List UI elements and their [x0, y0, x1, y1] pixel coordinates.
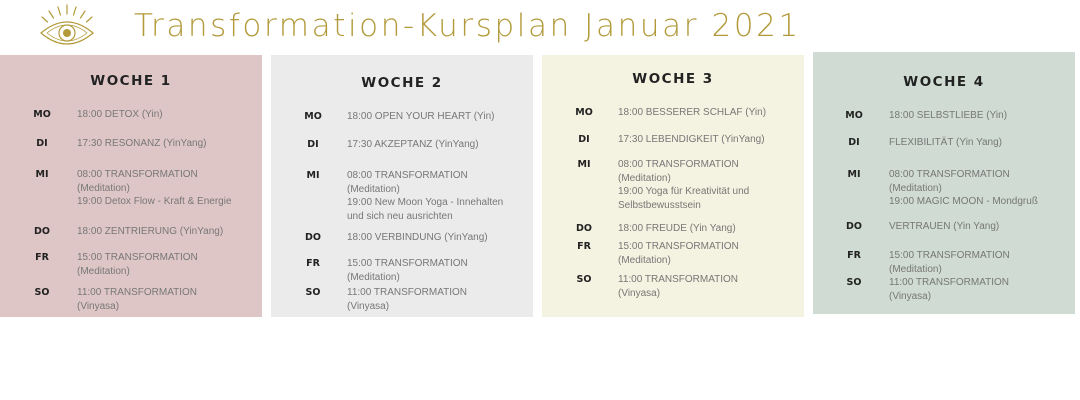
day-label: FR [35, 252, 49, 263]
class-line: 08:00 TRANSFORMATION [77, 169, 198, 180]
class-line: 17:30 RESONANZ (YinYang) [77, 138, 207, 149]
class-line: FLEXIBILITÄT (Yin Yang) [889, 137, 1003, 148]
class-entry [889, 276, 1009, 303]
class-line: 15:00 TRANSFORMATION [889, 250, 1010, 261]
class-line: (Meditation) [618, 254, 671, 266]
class-entry [889, 249, 1010, 276]
class-entry [618, 133, 765, 147]
class-line: 15:00 TRANSFORMATION [618, 241, 739, 252]
day-label: DI [578, 134, 590, 145]
class-line: 19:00 New Moon Yoga - Innehalten [347, 197, 504, 208]
day-label: SO [846, 277, 862, 288]
class-line: 18:00 VERBINDUNG (YinYang) [347, 232, 488, 243]
class-line: (Vinyasa) [618, 287, 661, 299]
class-entry [347, 257, 468, 284]
day-label: FR [577, 241, 591, 252]
class-line: 19:00 MAGIC MOON - Mondgruß [889, 196, 1038, 207]
week-column-3 [542, 55, 804, 317]
week-column-2 [271, 55, 533, 317]
day-label: DI [36, 138, 48, 149]
class-line: (Vinyasa) [77, 300, 120, 312]
class-entry [347, 169, 503, 223]
class-entry [618, 158, 749, 212]
class-line: 11:00 TRANSFORMATION [889, 277, 1010, 288]
day-label: DO [34, 226, 50, 237]
day-label: MO [33, 109, 51, 120]
day-label: MO [575, 107, 593, 118]
class-line: 18:00 FREUDE (Yin Yang) [618, 223, 736, 234]
class-line: 19:00 Detox Flow - Kraft & Energie [77, 196, 232, 207]
week-title: WOCHE 4 [903, 74, 985, 90]
class-entry [347, 231, 488, 245]
day-label: MO [304, 111, 322, 122]
class-entry [77, 286, 197, 313]
page-title: Transformation-Kursplan Januar 2021 [134, 8, 801, 44]
class-entry [347, 286, 467, 313]
day-label: SO [305, 287, 321, 298]
day-label: DO [846, 221, 862, 232]
class-entry [77, 137, 207, 151]
class-line: 17:30 LEBENDIGKEIT (YinYang) [618, 134, 765, 145]
week-column-4 [813, 52, 1075, 314]
class-entry [347, 110, 494, 124]
class-line: (Meditation) [347, 271, 400, 283]
class-line: Selbstbewusstsein [618, 199, 701, 211]
class-line: und sich neu ausrichten [347, 210, 453, 222]
class-line: 18:00 OPEN YOUR HEART (Yin) [347, 111, 495, 122]
class-entry [889, 109, 1007, 123]
day-label: DI [848, 137, 860, 148]
week-column-1 [0, 55, 262, 317]
week-title: WOCHE 1 [90, 73, 172, 89]
day-label: DO [305, 232, 321, 243]
class-line: (Meditation) [347, 183, 400, 195]
class-line: (Vinyasa) [889, 290, 932, 302]
class-line: 19:00 Yoga für Kreativität und [618, 186, 750, 197]
day-label: FR [306, 258, 320, 269]
class-entry [618, 273, 738, 300]
class-entry [77, 225, 223, 239]
class-line: 15:00 TRANSFORMATION [347, 258, 468, 269]
class-entry [347, 138, 479, 152]
day-label: MO [845, 110, 863, 121]
class-line: (Vinyasa) [347, 300, 390, 312]
class-line: (Meditation) [618, 172, 671, 184]
class-entry [77, 251, 198, 278]
class-line: 18:00 ZENTRIERUNG (YinYang) [77, 226, 224, 237]
class-line: 17:30 AKZEPTANZ (YinYang) [347, 139, 479, 150]
day-label: SO [34, 287, 50, 298]
week-title: WOCHE 3 [632, 71, 714, 87]
week-title: WOCHE 2 [361, 75, 443, 91]
day-label: MI [577, 159, 591, 170]
class-line: 08:00 TRANSFORMATION [347, 170, 468, 181]
class-line: 18:00 BESSERER SCHLAF (Yin) [618, 107, 767, 118]
day-label: DO [576, 223, 592, 234]
class-line: 11:00 TRANSFORMATION [618, 274, 739, 285]
class-line: 18:00 DETOX (Yin) [77, 109, 163, 120]
day-label: MI [35, 169, 49, 180]
day-label: SO [576, 274, 592, 285]
class-entry [618, 240, 739, 267]
class-line: (Meditation) [77, 265, 130, 277]
class-line: 08:00 TRANSFORMATION [618, 159, 739, 170]
day-label: MI [306, 170, 320, 181]
day-label: MI [847, 169, 861, 180]
header [0, 0, 1080, 54]
class-line: 18:00 SELBSTLIEBE (Yin) [889, 110, 1008, 121]
day-label: FR [847, 250, 861, 261]
class-entry [889, 168, 1038, 209]
class-line: (Meditation) [889, 182, 942, 194]
class-line: (Meditation) [889, 263, 942, 275]
class-entry [889, 220, 999, 234]
class-entry [77, 108, 163, 122]
class-entry [618, 222, 736, 236]
class-line: 11:00 TRANSFORMATION [77, 287, 198, 298]
day-label: DI [307, 139, 319, 150]
class-line: 11:00 TRANSFORMATION [347, 287, 468, 298]
eye-icon [38, 2, 96, 52]
class-line: 08:00 TRANSFORMATION [889, 169, 1010, 180]
class-line: (Meditation) [77, 182, 130, 194]
class-entry [618, 106, 766, 120]
class-line: 15:00 TRANSFORMATION [77, 252, 198, 263]
class-line: VERTRAUEN (Yin Yang) [889, 221, 1000, 232]
class-entry [77, 168, 232, 209]
class-entry [889, 136, 1002, 150]
